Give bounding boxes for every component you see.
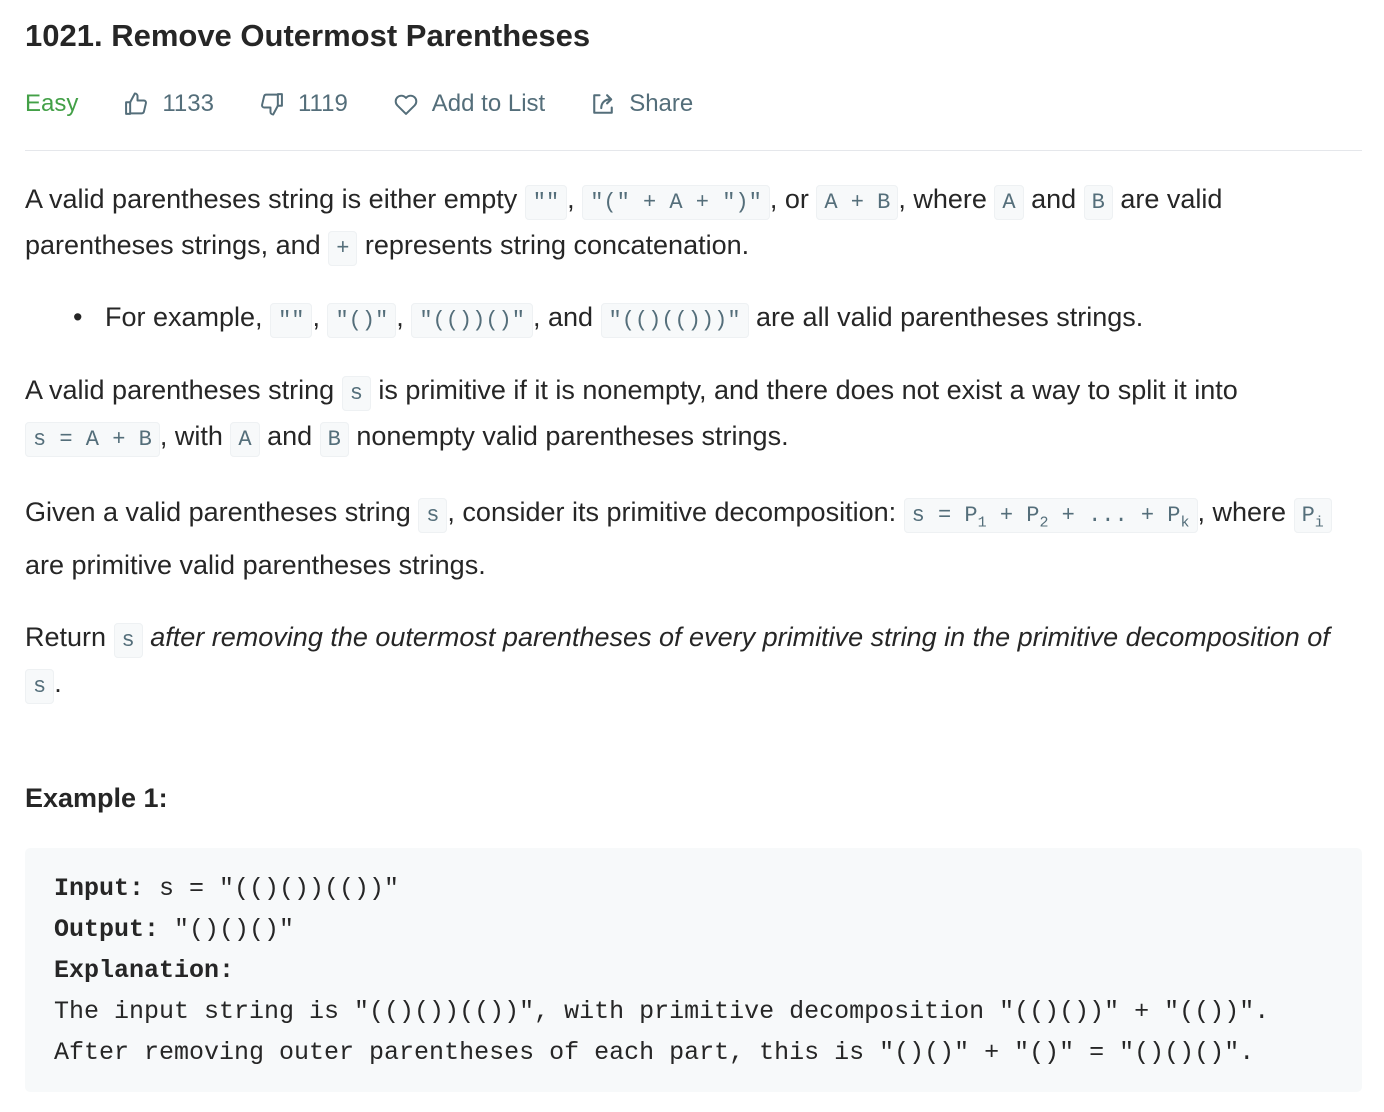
- code-plus: +: [328, 231, 357, 266]
- text-span: For example,: [105, 302, 271, 332]
- share-label: Share: [629, 90, 694, 117]
- emphasis-text: after removing the outermost parentheses of every primitive string in the primitive decomposition of: [150, 622, 1330, 653]
- problem-title: 1021. Remove Outermost Parentheses: [25, 18, 591, 53]
- text-span: are valid parentheses strings, and: [25, 184, 1223, 260]
- code-example-2: "()": [327, 303, 396, 338]
- explanation-line-1: The input string is "(()())(())", with primitive decomposition "(()())" + "(())".: [54, 997, 1270, 1026]
- code-s: s: [25, 669, 54, 704]
- problem-meta-bar: [25, 86, 693, 122]
- like-button[interactable]: [122, 90, 214, 118]
- text-span: , where: [1197, 497, 1294, 527]
- like-count: 1133: [162, 90, 214, 117]
- share-button[interactable]: [589, 90, 693, 118]
- text-span: and: [1023, 184, 1084, 214]
- explanation-label: Explanation:: [54, 956, 235, 985]
- code-decomposition-expr: [904, 498, 1198, 533]
- example-1-pre: [54, 868, 1269, 1073]
- output-value: "()()()": [159, 915, 295, 944]
- code-s: s: [342, 376, 371, 411]
- example-1-block: [25, 848, 1362, 1092]
- subscript: 1: [977, 514, 987, 532]
- code-empty-string: "": [525, 185, 567, 220]
- code-b: B: [320, 422, 349, 457]
- header-divider: [25, 150, 1362, 151]
- dislike-count: 1119: [297, 90, 348, 117]
- statement-paragraph-4: [25, 616, 1362, 708]
- statement-paragraph-2: [25, 369, 1362, 461]
- text-span: A valid parentheses string: [25, 375, 342, 405]
- code-pi: [1294, 498, 1332, 533]
- text-span: .: [54, 668, 62, 699]
- thumbs-down-icon: [258, 90, 286, 118]
- heart-icon: [392, 90, 420, 118]
- add-to-list-button[interactable]: [392, 90, 545, 118]
- code-wrapped-expr: "(" + A + ")": [582, 185, 770, 220]
- subscript: i: [1314, 514, 1324, 532]
- code-part: + ... + P: [1048, 503, 1181, 528]
- input-label: Input:: [54, 874, 145, 903]
- code-example-3: "(())()": [411, 303, 533, 338]
- list-item: [25, 296, 1362, 342]
- thumbs-up-icon: [122, 90, 150, 118]
- text-span: Given a valid parentheses string: [25, 497, 419, 527]
- code-s: s: [418, 498, 447, 533]
- code-split-expr: s = A + B: [25, 422, 160, 457]
- subscript: k: [1180, 514, 1190, 532]
- add-to-list-label: Add to List: [431, 90, 546, 117]
- text-span: are all valid parentheses strings.: [748, 302, 1144, 332]
- example-1-title: Example 1:: [25, 783, 168, 813]
- text-span: is primitive if it is nonempty, and there does not exist a way to split it into: [370, 375, 1238, 405]
- statement-paragraph-3: [25, 491, 1362, 586]
- code-part: + P: [986, 503, 1040, 528]
- text-span: and: [259, 421, 320, 451]
- text-span: ,: [312, 302, 328, 332]
- code-a: A: [994, 185, 1023, 220]
- text-span: , consider its primitive decomposition:: [447, 497, 904, 527]
- code-example-4: "(()(()))": [601, 303, 749, 338]
- code-example-1: "": [270, 303, 312, 338]
- text-span: nonempty valid parentheses strings.: [348, 421, 789, 451]
- subscript: 2: [1039, 514, 1049, 532]
- difficulty-badge: Easy: [25, 90, 79, 117]
- statement-paragraph-1: [25, 178, 1362, 270]
- code-a: A: [230, 422, 259, 457]
- text-span: are primitive valid parentheses strings.: [25, 550, 486, 581]
- text-span: represents string concatenation.: [357, 230, 750, 260]
- explanation-line-2: After removing outer parentheses of each part, this is "()()" + "()" = "()()()".: [54, 1038, 1255, 1067]
- text-span: ,: [567, 184, 583, 214]
- code-part: P: [1301, 503, 1315, 528]
- example-bullet-list: [25, 296, 1362, 342]
- text-span: , and: [532, 302, 601, 332]
- code-part: s = P: [911, 503, 978, 528]
- text-span: , or: [769, 184, 817, 214]
- code-b: B: [1084, 185, 1113, 220]
- text-span: Return: [25, 622, 114, 653]
- share-icon: [589, 90, 617, 118]
- text-span: A valid parentheses string is either empty: [25, 184, 525, 214]
- output-label: Output:: [54, 915, 160, 944]
- text-span: , with: [159, 421, 231, 451]
- text-span: , where: [898, 184, 995, 214]
- bullet-dot: •: [73, 302, 83, 332]
- code-s: s: [114, 623, 143, 658]
- code-concat-expr: A + B: [816, 185, 898, 220]
- problem-statement: [25, 178, 1362, 708]
- dislike-button[interactable]: [258, 90, 348, 118]
- input-value: s = "(()())(())": [144, 874, 400, 903]
- text-span: ,: [396, 302, 412, 332]
